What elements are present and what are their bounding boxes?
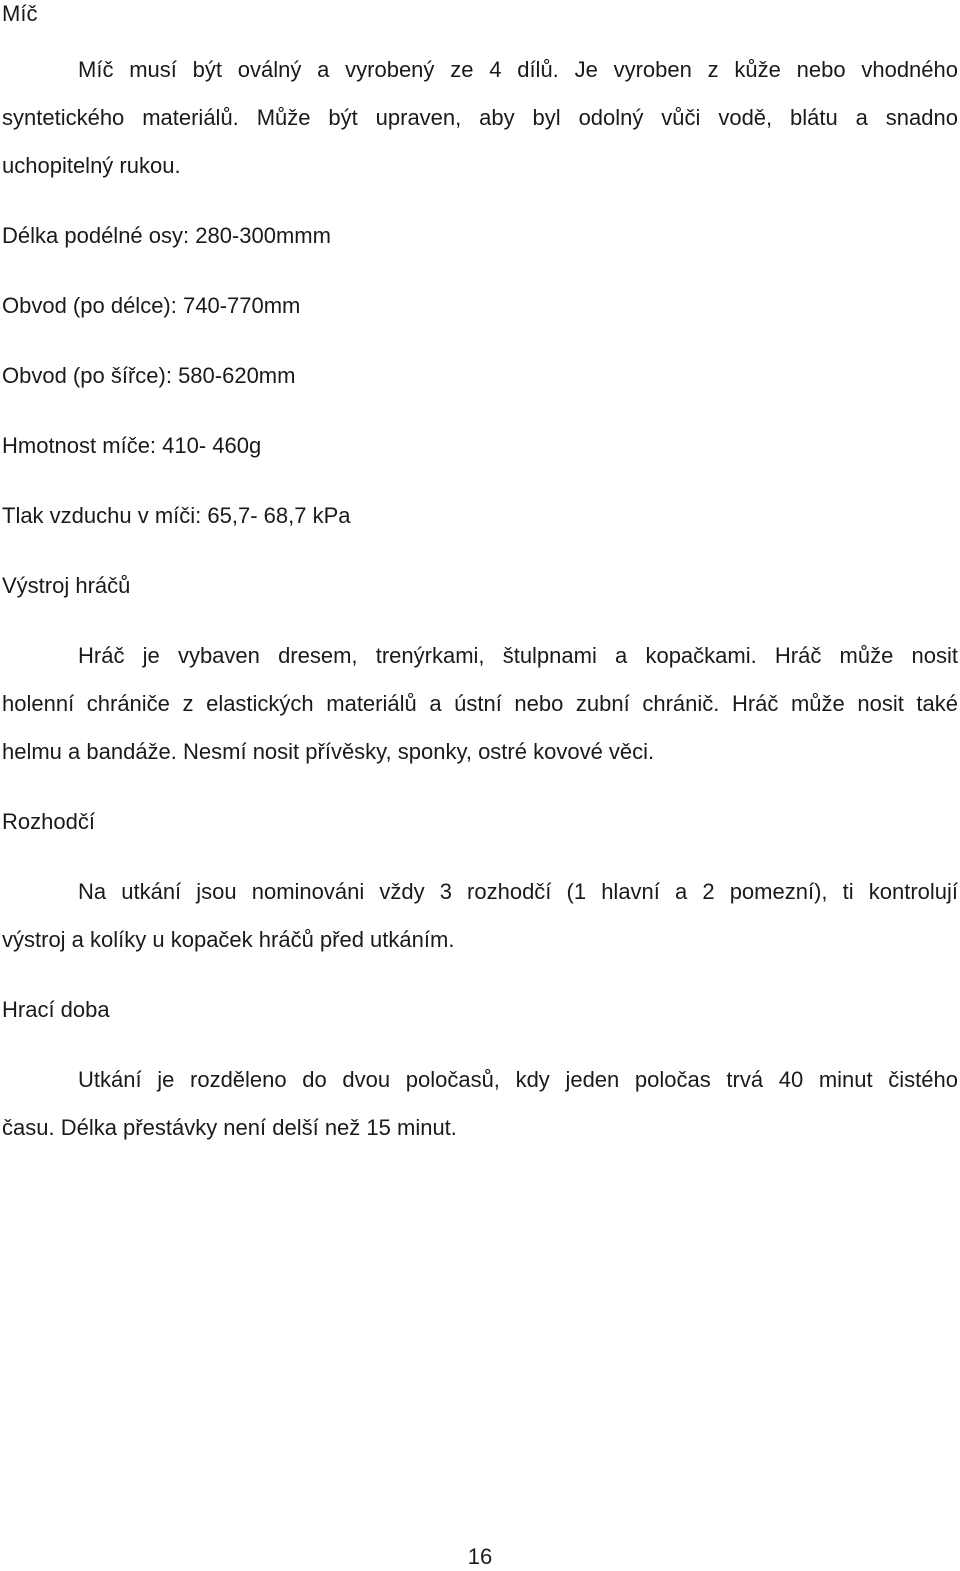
spec-line-axis-length: Délka podélné osy: 280-300mmm (2, 223, 331, 248)
equipment-paragraph-line-1: Hráč je vybaven dresem, trenýrkami, štulpnami a kopačkami. Hráč může nosit (78, 643, 958, 668)
section-heading-playing-time: Hrací doba (2, 997, 110, 1022)
section-heading-ball: Míč (2, 1, 38, 26)
playing-time-paragraph-line-2: času. Délka přestávky není delší než 15 minut. (2, 1115, 457, 1140)
ball-paragraph-line-2: syntetického materiálů. Může být upraven, aby byl odolný vůči vodě, blátu a snadno (2, 105, 958, 130)
equipment-paragraph-line-2: holenní chrániče z elastických materiálů a ústní nebo zubní chránič. Hráč může nosit také (2, 691, 958, 716)
spec-line-width-circumference: Obvod (po šířce): 580-620mm (2, 363, 296, 388)
section-heading-referee: Rozhodčí (2, 809, 95, 834)
page-number: 16 (467, 1544, 493, 1569)
spec-line-weight: Hmotnost míče: 410- 460g (2, 433, 262, 458)
referee-paragraph-line-1: Na utkání jsou nominováni vždy 3 rozhodčí (1 hlavní a 2 pomezní), ti kontrolují (78, 879, 958, 904)
spec-line-air-pressure: Tlak vzduchu v míči: 65,7- 68,7 kPa (2, 503, 351, 528)
equipment-paragraph-line-3: helmu a bandáže. Nesmí nosit přívěsky, sponky, ostré kovové věci. (2, 739, 655, 764)
ball-paragraph-line-3: uchopitelný rukou. (2, 153, 181, 178)
referee-paragraph-line-2: výstroj a kolíky u kopaček hráčů před utkáním. (2, 927, 455, 952)
spec-line-length-circumference: Obvod (po délce): 740-770mm (2, 293, 301, 318)
playing-time-paragraph-line-1: Utkání je rozděleno do dvou poločasů, kdy jeden poločas trvá 40 minut čistého (78, 1067, 958, 1092)
ball-paragraph-line-1: Míč musí být oválný a vyrobený ze 4 dílů. Je vyroben z kůže nebo vhodného (78, 57, 958, 82)
section-heading-equipment: Výstroj hráčů (2, 573, 131, 598)
